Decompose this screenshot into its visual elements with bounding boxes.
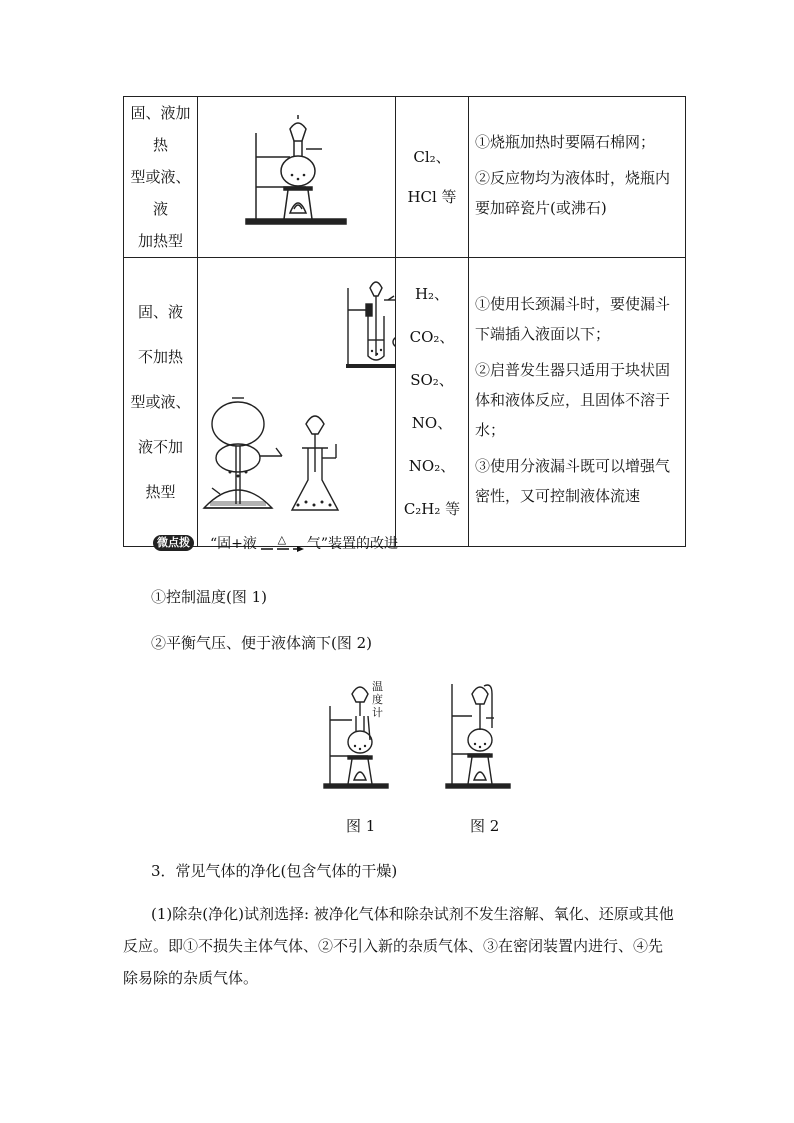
- gas-item: NO、: [411, 414, 453, 432]
- paragraph: (1)除杂(净化)试剂选择: 被净化气体和除杂试剂不发生溶解、氧化、还原或其他反应。即①不损失主体气体、②不引入新的杂质气体、③在密闭装置内进行、④先除易除的杂质气体。: [123, 905, 674, 987]
- apparatus-cell: [198, 97, 396, 258]
- apparatus-cell: [198, 258, 396, 547]
- gas-item: Cl₂、: [413, 148, 451, 166]
- gas-item: NO₂、: [408, 457, 456, 475]
- type-line: 热型: [145, 482, 176, 501]
- reaction-arrow: [259, 534, 305, 553]
- gas-item: HCl 等: [407, 188, 457, 206]
- notes-cell: [469, 258, 686, 547]
- type-line: 液不加: [137, 437, 183, 456]
- figure-1-thermometer-apparatus: [318, 676, 398, 792]
- gas-item: C₂H₂ 等: [403, 500, 461, 518]
- gas-cell: [396, 258, 469, 547]
- gas-item: CO₂、: [409, 328, 455, 346]
- reaction-type-cell: [124, 97, 198, 258]
- gas-cell: [396, 97, 469, 258]
- section-heading: 3．常见气体的净化(包含气体的干燥): [151, 862, 398, 880]
- tip-text-before: “固+液: [210, 536, 257, 552]
- figure-1-caption: 图 1: [346, 817, 376, 835]
- improvement-item: ①控制温度(图 1): [151, 588, 268, 606]
- gas-item: H₂、: [414, 285, 450, 303]
- type-line: 固、液: [137, 302, 183, 321]
- type-line: 型或液、液: [130, 168, 191, 218]
- tip-badge: 微点拨: [153, 535, 194, 551]
- improvement-item: ②平衡气压、便于液体滴下(图 2): [151, 634, 373, 652]
- gas-generator-table: [123, 96, 686, 547]
- figure-2-caption: 图 2: [470, 817, 500, 835]
- note: ①使用长颈漏斗时，要使漏斗下端插入液面以下；: [475, 295, 671, 343]
- type-line: 不加热: [137, 347, 183, 366]
- table-row: [124, 258, 686, 547]
- tip-line: [151, 533, 398, 553]
- table-row: [124, 97, 686, 258]
- heat-symbol: △: [277, 532, 287, 546]
- gas-item: SO₂、: [410, 371, 454, 389]
- note: ②启普发生器只适用于块状固体和液体反应，且固体不溶于水；: [475, 361, 671, 439]
- thermometer-label: 温度计: [372, 680, 383, 719]
- type-line: 加热型: [137, 232, 183, 250]
- tip-text-after: 气”装置的改进: [306, 536, 399, 552]
- note: ①烧瓶加热时要隔石棉网；: [475, 133, 656, 151]
- note: ②反应物均为液体时，烧瓶内要加碎瓷片(或沸石): [475, 169, 671, 217]
- notes-cell: [469, 97, 686, 258]
- arrow-icon: [259, 545, 305, 553]
- type-line: 固、液加热: [130, 104, 191, 154]
- figure-2-pressure-balanced-apparatus: [440, 676, 520, 792]
- unheated-apparatus-figures: [198, 258, 395, 546]
- reaction-type-cell: [124, 258, 198, 547]
- type-line: 型或液、: [130, 392, 191, 411]
- heated-flask-apparatus-figure: [198, 109, 395, 245]
- note: ③使用分液漏斗既可以增强气密性，又可控制液体流速: [475, 457, 671, 505]
